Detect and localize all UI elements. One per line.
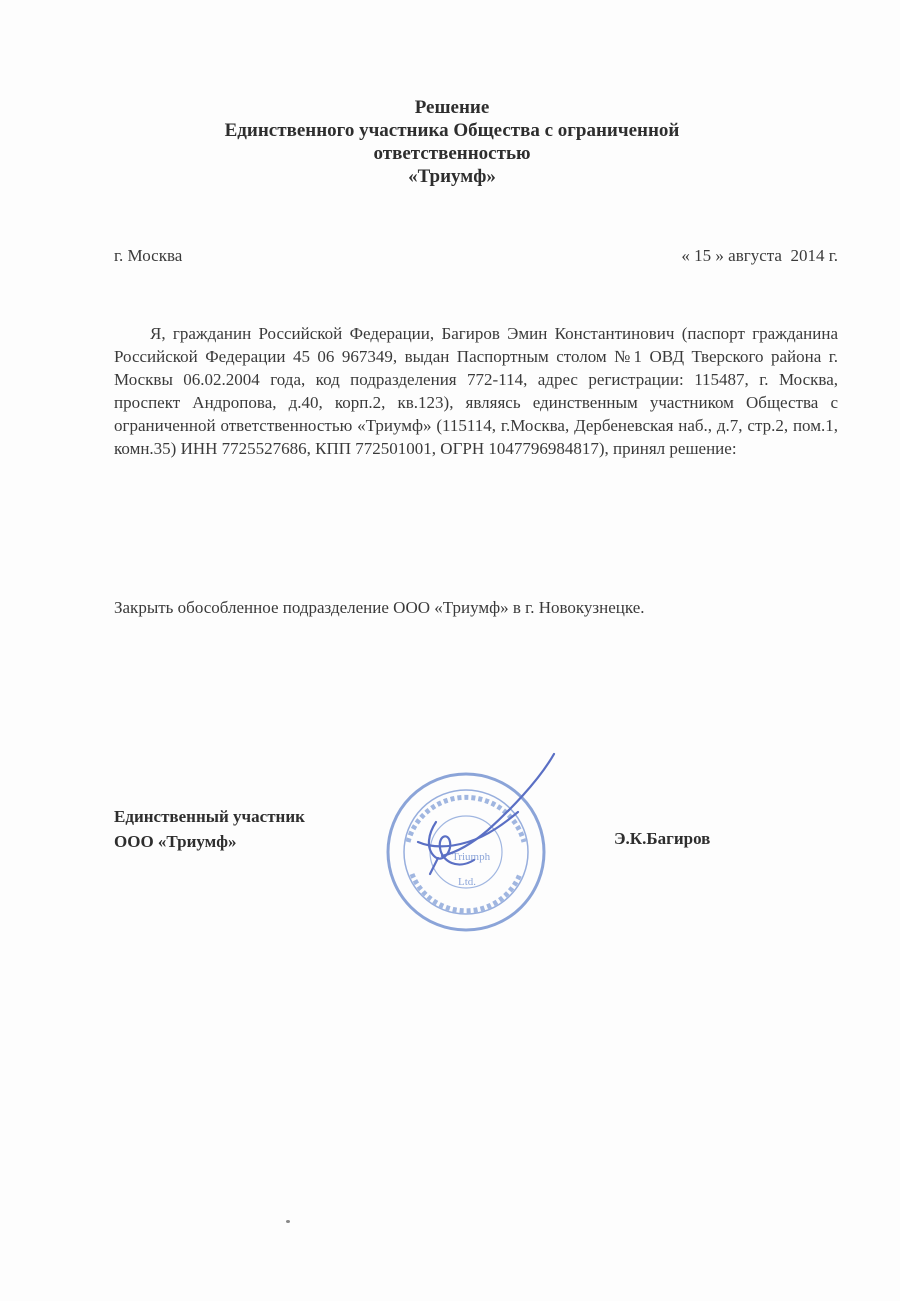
document-title: Решение bbox=[414, 97, 490, 118]
signatory-role bbox=[114, 804, 305, 854]
document-body: Я, гражданин Российской Федерации, Багиров Эмин Константинович (паспорт гражданина Российской Федерации 45 06 967349, выдан Паспортным столом №1 ОВД Тверского района г. Москвы 06.02.2004 года, код подразделения 772-114, адрес регистрации: 115487, г. Москва, проспект Андропова, д.40, корп.2, кв.123), являясь единственным участником Общества с ограниченной ответственностью «Триумф» (115114, г.Москва, Дербеневская наб., д.7, стр.2, пом.1, комн.35) ИНН 7725527686, КПП 772501001, ОГРН 1047796984817), принял решение: bbox=[114, 324, 838, 458]
scan-speck bbox=[286, 1220, 290, 1223]
company-name: «Триумф» bbox=[408, 166, 496, 187]
stamp-text-line-1: Triumph bbox=[452, 851, 491, 863]
signatory-role-line-2: ООО «Триумф» bbox=[114, 832, 237, 851]
signatory-name: Э.К.Багиров bbox=[614, 829, 711, 848]
document-header bbox=[0, 96, 900, 188]
document-subtitle-line-2: ответственностью bbox=[373, 143, 531, 164]
signatory-role-line-1: Единственный участник bbox=[114, 807, 305, 826]
document-date: « 15 » августа 2014 г. bbox=[681, 246, 838, 265]
document-subtitle-line-1: Единственного участника Общества с ограниченной bbox=[224, 120, 680, 141]
stamp-text-line-2: Ltd. bbox=[458, 876, 477, 888]
decision-text: Закрыть обособленное подразделение ООО «Триумф» в г. Новокузнецке. bbox=[114, 598, 645, 617]
place-of-signing: г. Москва bbox=[114, 246, 183, 265]
company-seal-stamp bbox=[378, 752, 558, 942]
